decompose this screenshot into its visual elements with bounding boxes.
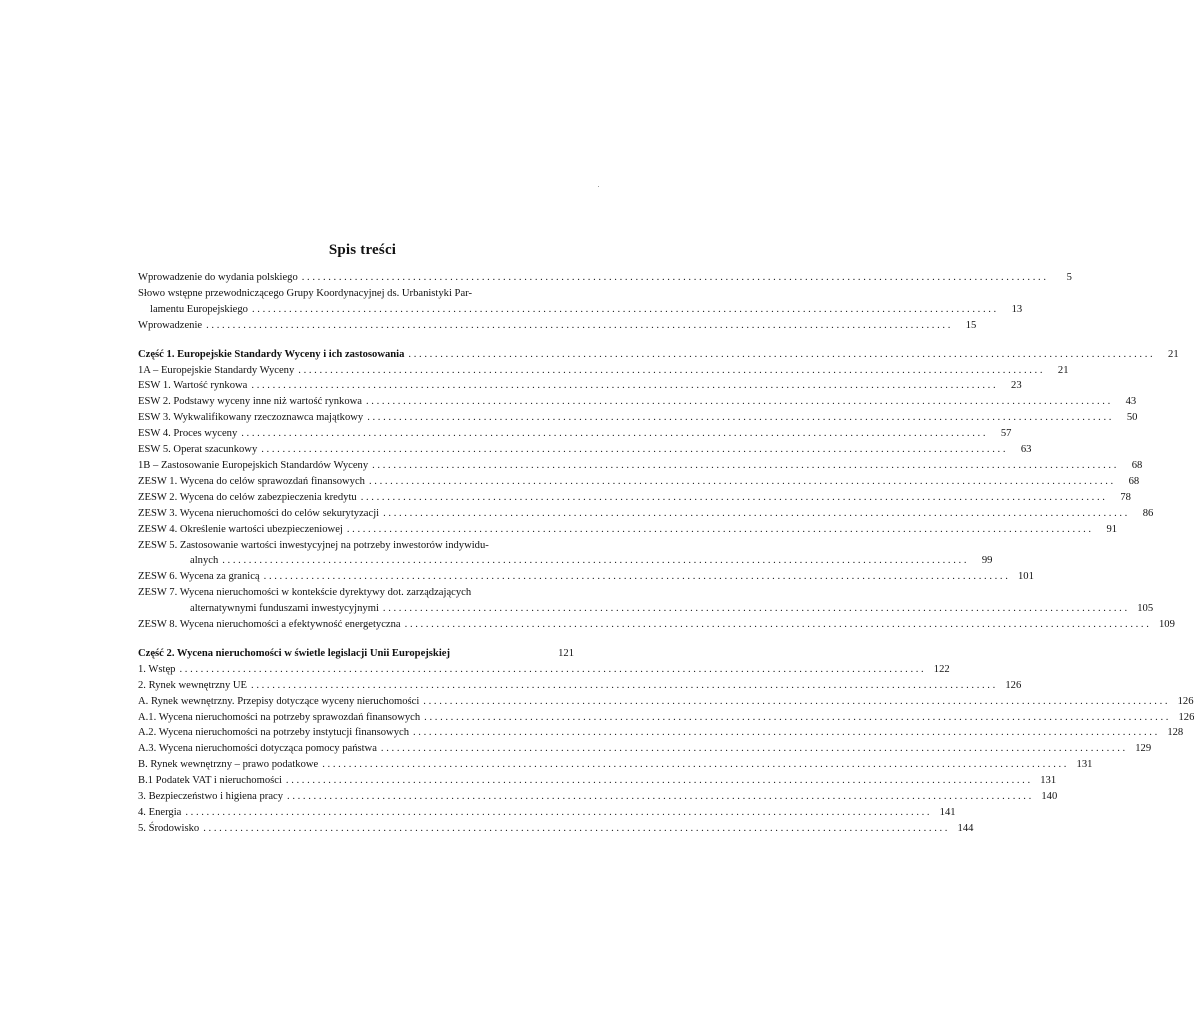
toc-entry-page: 68 <box>1128 475 1140 487</box>
toc-entry-label: A.3. Wycena nieruchomości dotycząca pomocy państwa <box>138 743 377 755</box>
toc-entry[interactable] <box>138 617 1175 633</box>
section-gap <box>138 334 574 347</box>
toc-entry-label: 1. Wstęp <box>138 663 176 675</box>
dot-leader <box>424 710 1168 726</box>
dot-leader <box>261 442 1005 458</box>
toc-entry[interactable] <box>138 410 1138 426</box>
dot-leader <box>383 506 1127 522</box>
toc-entry-label: A.2. Wycena nieruchomości na potrzeby instytucji finansowych <box>138 727 409 739</box>
toc-entry-page: 50 <box>1126 412 1138 424</box>
toc-entry[interactable] <box>138 363 1069 379</box>
toc-entry[interactable] <box>138 538 574 554</box>
toc-entry-page: 13 <box>1011 303 1023 315</box>
table-of-contents <box>138 270 1194 837</box>
dot-leader <box>381 741 1125 757</box>
toc-entry-page: 23 <box>1011 380 1022 392</box>
toc-entry-page: 144 <box>957 822 974 834</box>
toc-entry-label-line2: alternatywnymi funduszami inwestycyjnymi <box>190 603 379 615</box>
toc-entry[interactable] <box>138 474 1140 490</box>
toc-entry-page: 101 <box>1017 571 1034 583</box>
dot-leader <box>361 490 1105 506</box>
toc-entry-page: 86 <box>1142 507 1154 519</box>
toc-entry-label: 3. Bezpieczeństwo i higiena pracy <box>138 791 284 803</box>
toc-entry[interactable] <box>138 585 574 601</box>
part-heading-label: Część 1. Europejskie Standardy Wyceny i ich zastosowania <box>138 348 405 360</box>
toc-entry-label: ZESW 3. Wycena nieruchomości do celów sekurytyzacji <box>138 507 380 519</box>
toc-entry[interactable] <box>138 394 1137 410</box>
toc-entry-page: 15 <box>965 319 977 331</box>
toc-entry[interactable] <box>138 773 1057 789</box>
toc-entry[interactable] <box>138 506 1154 522</box>
dot-leader <box>179 662 923 678</box>
toc-entry[interactable] <box>138 458 1143 474</box>
toc-entry-label: A. Rynek wewnętrzny. Przepisy dotyczące wyceny nieruchomości <box>138 695 420 707</box>
toc-entry-label: Wprowadzenie <box>138 319 203 331</box>
toc-entry-page: 126 <box>1178 711 1194 723</box>
toc-entry[interactable] <box>138 426 1012 442</box>
toc-entry[interactable] <box>138 270 1072 286</box>
toc-entry-page: 126 <box>1177 695 1194 707</box>
toc-entry-label-line2: alnych <box>190 555 219 567</box>
toc-entry-label: 5. Środowisko <box>138 822 200 834</box>
toc-entry-continuation[interactable] <box>138 302 1023 318</box>
toc-entry-page: 105 <box>1137 603 1154 615</box>
toc-entry-label: 4. Energia <box>138 807 182 818</box>
dot-leader <box>206 318 950 334</box>
toc-entry[interactable] <box>138 694 1194 710</box>
toc-entry-label: ESW 3. Wykwalifikowany rzeczoznawca majątkowy <box>138 412 364 424</box>
dot-leader <box>286 773 1030 789</box>
page-title: Spis treści <box>328 242 397 258</box>
toc-entry-label-line1: ZESW 7. Wycena nieruchomości w kontekście dyrektywy dot. zarządzających <box>138 587 472 599</box>
toc-entry[interactable] <box>138 286 574 302</box>
toc-entry-page: 122 <box>933 663 950 675</box>
toc-entry-page: 109 <box>1158 619 1175 631</box>
toc-entry-continuation[interactable] <box>138 553 993 569</box>
toc-entry-label: 1B – Zastosowanie Europejskich Standardów Wyceny <box>138 459 369 471</box>
scan-speck <box>598 186 599 187</box>
toc-entry-label: 1A – Europejskie Standardy Wyceny <box>138 364 295 376</box>
dot-leader <box>405 617 1149 633</box>
toc-entry-label: ZESW 2. Wycena do celów zabezpieczenia kredytu <box>138 491 357 503</box>
toc-entry[interactable] <box>138 757 1093 773</box>
toc-entry[interactable] <box>138 442 1032 458</box>
toc-entry[interactable] <box>138 805 956 821</box>
dot-leader <box>203 821 947 837</box>
dot-leader <box>423 694 1167 710</box>
part-heading[interactable] <box>138 347 1179 363</box>
part1-entries <box>138 363 1175 633</box>
toc-entry-page: 57 <box>1000 428 1012 440</box>
part-heading-page: 21 <box>1168 348 1179 360</box>
toc-entry-label: B. Rynek wewnętrzny – prawo podatkowe <box>138 759 319 771</box>
toc-entry-label: 2. Rynek wewnętrzny UE <box>138 679 248 691</box>
dot-leader <box>302 270 1046 286</box>
dot-leader <box>366 394 1110 410</box>
toc-entry-label: Wprowadzenie do wydania polskiego <box>138 272 298 283</box>
toc-entry-page: 140 <box>1041 791 1058 803</box>
toc-entry-label: ZESW 8. Wycena nieruchomości a efektywność energetyczna <box>138 619 401 631</box>
toc-entry-label-line1: Słowo wstępne przewodniczącego Grupy Koordynacyjnej ds. Urbanistyki Par- <box>138 287 472 299</box>
toc-entry-page: 91 <box>1106 523 1118 535</box>
section-gap <box>138 633 574 646</box>
dot-leader <box>367 410 1111 426</box>
toc-entry-page: 131 <box>1076 759 1093 771</box>
dot-leader <box>287 789 1031 805</box>
toc-entry[interactable] <box>138 789 1058 805</box>
toc-entry-label-line1: ZESW 5. Zastosowanie wartości inwestycyjnej na potrzeby inwestorów indywidu- <box>138 539 489 551</box>
dot-leader <box>222 553 966 569</box>
toc-entry-page: 43 <box>1125 396 1137 408</box>
dot-leader <box>372 458 1116 474</box>
toc-entry-label: ZESW 1. Wycena do celów sprawozdań finansowych <box>138 475 365 487</box>
toc-entry-page: 78 <box>1120 491 1131 503</box>
toc-entry-page: 131 <box>1040 775 1057 787</box>
toc-entry-label: ZESW 4. Określenie wartości ubezpieczeniowej <box>138 523 343 535</box>
dot-leader <box>408 347 1152 363</box>
toc-entry[interactable] <box>138 662 950 678</box>
toc-entry[interactable] <box>138 725 1184 741</box>
toc-entry[interactable] <box>138 821 974 837</box>
toc-entry[interactable] <box>138 678 1022 694</box>
part-heading-label: Część 2. Wycena nieruchomości w świetle legislacji Unii Europejskiej <box>138 647 450 659</box>
toc-entry-page: 63 <box>1020 444 1032 456</box>
toc-entry-page: 68 <box>1131 459 1143 471</box>
part-heading[interactable] <box>138 646 574 662</box>
toc-entry-continuation[interactable] <box>138 601 1154 617</box>
toc-entry-label: A.1. Wycena nieruchomości na potrzeby sprawozdań finansowych <box>138 711 421 723</box>
toc-entry[interactable] <box>138 741 1152 757</box>
toc-entry-page: 129 <box>1135 743 1152 755</box>
part-heading-page: 121 <box>558 647 574 659</box>
toc-entry-label-line2: lamentu Europejskiego <box>150 303 248 315</box>
toc-entry-page: 5 <box>1066 272 1072 283</box>
dot-leader <box>369 474 1113 490</box>
toc-entry[interactable] <box>138 569 1034 585</box>
toc-entry-label: ESW 5. Operat szacunkowy <box>138 444 258 456</box>
toc-entry-page: 21 <box>1057 364 1069 376</box>
dot-leader <box>251 378 995 394</box>
toc-entry-label: ESW 2. Podstawy wyceny inne niż wartość rynkowa <box>138 396 362 408</box>
dot-leader <box>251 678 995 694</box>
toc-entry[interactable] <box>138 378 1022 394</box>
dot-leader <box>252 302 996 318</box>
toc-entry-page: 99 <box>981 555 993 567</box>
toc-entry-page: 141 <box>939 807 956 818</box>
toc-entry-label: B.1 Podatek VAT i nieruchomości <box>138 775 282 787</box>
toc-entry-label: ZESW 6. Wycena za granicą <box>138 571 260 583</box>
toc-entry[interactable] <box>138 318 977 334</box>
toc-entry-page: 126 <box>1005 679 1022 691</box>
dot-leader <box>185 805 929 821</box>
part2-entries <box>138 662 1194 837</box>
dot-leader <box>264 569 1008 585</box>
dot-leader <box>298 363 1042 379</box>
dot-leader <box>413 725 1157 741</box>
dot-leader <box>383 601 1127 617</box>
dot-leader <box>347 522 1091 538</box>
toc-entry[interactable] <box>138 522 1118 538</box>
toc-entry[interactable] <box>138 490 1131 506</box>
dot-leader <box>241 426 985 442</box>
toc-entry-label: ESW 4. Proces wyceny <box>138 428 238 440</box>
toc-entry-page: 128 <box>1167 727 1184 739</box>
toc-entry-label: ESW 1. Wartość rynkowa <box>138 380 248 392</box>
toc-entry[interactable] <box>138 710 1194 726</box>
dot-leader <box>322 757 1066 773</box>
